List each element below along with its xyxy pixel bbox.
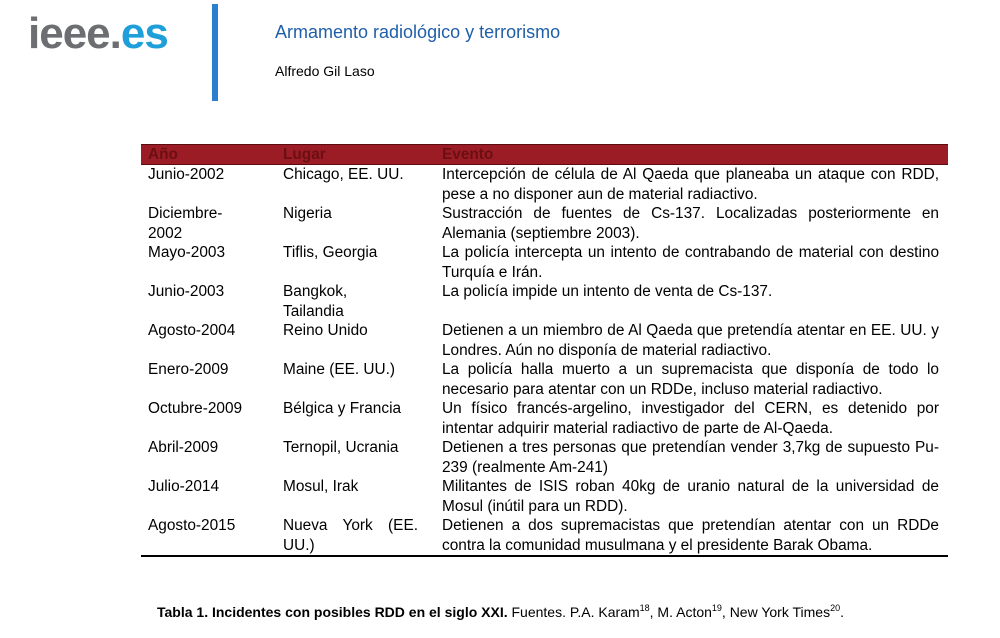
table-row bbox=[141, 360, 948, 399]
cell-year: Agosto-2004 bbox=[148, 322, 236, 339]
caption-source: Fuentes. P.A. Karam bbox=[507, 604, 640, 620]
caption-source: , New York Times bbox=[721, 604, 831, 620]
caption-source: , M. Acton bbox=[649, 604, 712, 620]
table-row bbox=[141, 282, 948, 321]
cell-event: Sustracción de fuentes de Cs-137. Localizadas posteriormente en Alemania (septiembre 2003). bbox=[442, 205, 939, 242]
document-title: Armamento radiológico y terrorismo bbox=[275, 22, 561, 42]
cell-year: Julio-2014 bbox=[148, 478, 220, 495]
cell-place: Nigeria bbox=[283, 205, 332, 222]
cell-event: Un físico francés-argelino, investigador del CERN, es detenido por intentar adquirir material radiactivo de parte de Al-Qaeda. bbox=[442, 400, 939, 437]
table-header-row bbox=[141, 145, 948, 165]
table-row bbox=[141, 165, 948, 205]
footnote-ref[interactable]: 19 bbox=[711, 603, 722, 613]
logo-text: ieee. bbox=[28, 9, 121, 58]
caption-title: Tabla 1. Incidentes con posibles RDD en el siglo XXI. bbox=[157, 604, 508, 620]
cell-place: Ternopil, Ucrania bbox=[283, 439, 399, 456]
cell-place-text: Nueva York (EE. UU.) bbox=[283, 517, 418, 554]
table-caption bbox=[157, 604, 844, 620]
logo-text-accent: es bbox=[120, 9, 168, 58]
cell-event: Detienen a un miembro de Al Qaeda que pretendía atentar en EE. UU. y Londres. Aún no disponía de material radiactivo. bbox=[442, 322, 939, 359]
incidents-table bbox=[141, 144, 948, 557]
cell-year: Abril-2009 bbox=[148, 439, 219, 456]
cell-place: Reino Unido bbox=[283, 322, 368, 339]
table-row bbox=[141, 477, 948, 516]
table-row bbox=[141, 204, 948, 243]
document-author: Alfredo Gil Laso bbox=[275, 63, 375, 79]
caption-end: . bbox=[840, 604, 844, 620]
cell-place: Chicago, EE. UU. bbox=[283, 166, 404, 183]
cell-event: La policía intercepta un intento de contrabando de material con destino Turquía e Irán. bbox=[442, 244, 939, 281]
cell-year: Enero-2009 bbox=[148, 361, 229, 378]
cell-year: Junio-2002 bbox=[148, 166, 225, 183]
cell-event: Detienen a tres personas que pretendían vender 3,7kg de supuesto Pu-239 (realmente Am-241) bbox=[442, 439, 939, 476]
table-row bbox=[141, 516, 948, 556]
column-header-place: Lugar bbox=[276, 145, 435, 165]
cell-year: Agosto-2015 bbox=[141, 516, 276, 556]
footnote-ref[interactable]: 20 bbox=[830, 603, 841, 613]
cell-event: Militantes de ISIS roban 40kg de uranio natural de la universidad de Mosul (inútil para un RDD). bbox=[442, 478, 939, 515]
header-divider bbox=[212, 4, 218, 101]
cell-year: Junio-2003 bbox=[148, 283, 225, 300]
cell-year: Octubre-2009 bbox=[148, 400, 243, 417]
ieee-logo bbox=[28, 9, 168, 58]
cell-event: La policía impide un intento de venta de Cs-137. bbox=[442, 283, 773, 300]
cell-place: Mosul, Irak bbox=[283, 478, 359, 495]
cell-event: Intercepción de célula de Al Qaeda que planeaba un ataque con RDD, pese a no disponer aun de material radiactivo. bbox=[442, 166, 939, 203]
table-row bbox=[141, 321, 948, 360]
column-header-event: Evento bbox=[435, 145, 948, 165]
footnote-ref[interactable]: 18 bbox=[639, 603, 650, 613]
table-row bbox=[141, 243, 948, 282]
cell-place: Maine (EE. UU.) bbox=[283, 361, 396, 378]
cell-event: Detienen a dos supremacistas que pretendían atentar con un RDDe contra la comunidad musulmana y el presidente Barak Obama. bbox=[435, 516, 948, 556]
column-header-year: Año bbox=[141, 145, 276, 165]
cell-year-text: Diciembre-2002 bbox=[148, 205, 223, 242]
cell-place: Tiflis, Georgia bbox=[283, 244, 378, 261]
cell-place-text: Bangkok, Tailandia bbox=[283, 283, 348, 320]
cell-place bbox=[276, 282, 435, 321]
cell-event: La policía halla muerto a un supremacista que disponía de todo lo necesario para atentar con un RDDe, incluso material radiactivo. bbox=[442, 361, 939, 398]
table-row bbox=[141, 438, 948, 477]
table-row bbox=[141, 399, 948, 438]
cell-year: Mayo-2003 bbox=[148, 244, 225, 261]
cell-place: Bélgica y Francia bbox=[283, 400, 402, 417]
cell-place bbox=[276, 516, 435, 556]
cell-year bbox=[141, 204, 276, 243]
